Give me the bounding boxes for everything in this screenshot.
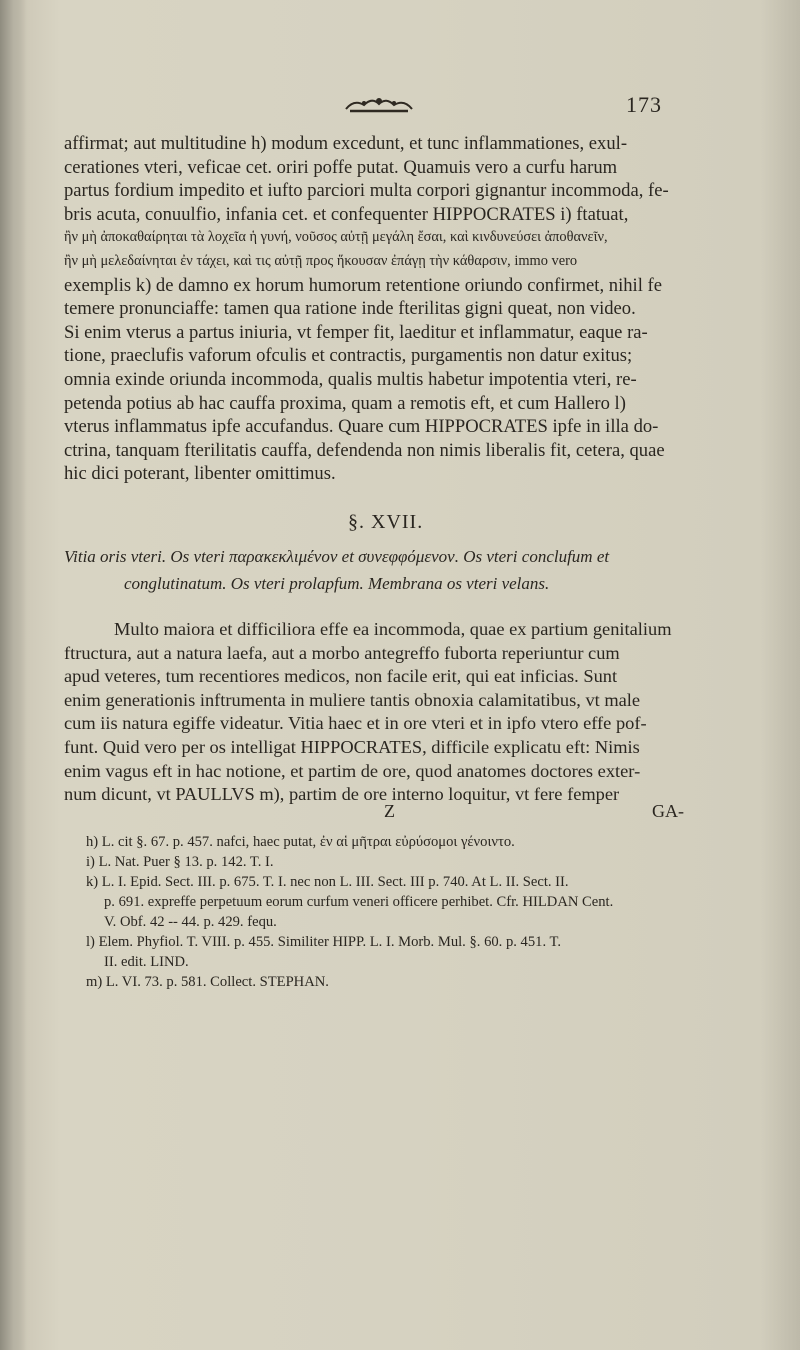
footnote-continuation: II. edit. LIND. [104, 954, 189, 970]
summary-line: Vitia oris vteri. Os vteri παρακεκλιμένον et συνεφφόμενον. Os vteri conclufum et [64, 547, 610, 566]
text-line: bris acuta, conuulfio, infania cet. et confequenter HIPPOCRATES i) ftatuat, [64, 203, 629, 225]
page-number: 173 [626, 92, 662, 117]
footnote-continuation: p. 691. expreffe perpetuum eorum curfum veneri officere perhibet. Cfr. HILDAN Cent. [104, 894, 614, 910]
footnote: h) L. cit §. 67. p. 457. nafci, haec putat, ἐν αἱ μῆτραι εὐρύσομοι γένοιντο. [86, 834, 515, 850]
text-line: enim generationis inftrumenta in muliere tantis obnoxia calamitatibus, vt male [64, 689, 641, 710]
text-line: exemplis k) de damno ex horum humorum retentione oriundo confirmet, nihil fe [64, 274, 662, 296]
footnote: l) Elem. Phyfiol. T. VIII. p. 455. Similiter HIPP. L. I. Morb. Mul. §. 60. p. 451. T. [86, 934, 561, 950]
text-line: funt. Quid vero per os intelligat HIPPOCRATES, difficile explicatu eft: Nimis [64, 736, 640, 757]
text-line: tione, praeclufis vaforum ofculis et contractis, purgamentis non datur exitus; [64, 345, 633, 367]
catchword: GA- [652, 801, 684, 821]
footnote: m) L. VI. 73. p. 581. Collect. STEPHAN. [86, 974, 329, 990]
text-line: Multo maiora et difficiliora effe ea incommoda, quae ex partium genitalium [114, 619, 672, 639]
footnotes [64, 832, 704, 992]
text-line: ctrina, tanquam fterilitatis cauffa, defendenda non nimis liberalis fit, cetera, quae [64, 439, 665, 461]
text-line: vterus inflammatus ipfe accufandus. Quare cum HIPPOCRATES ipfe in illa do- [64, 416, 659, 438]
greek-text-line: ἢν μὴ μελεδαίνηται ἐν τάχει, καὶ τις αὐτῇ προς ἥκουσαν ἐπάγῃ τὴν κάθαρσιν, immo vero [64, 252, 578, 269]
printers-ornament-icon [342, 94, 416, 116]
signature-mark: Z [384, 801, 395, 821]
page-gutter-shadow [0, 0, 26, 1350]
section-heading: §. XVII. [348, 511, 424, 533]
text-line: hic dici poterant, libenter omittimus. [64, 463, 336, 485]
text-line: num dicunt, vt PAULLVS m), partim de ore interno loquitur, vt fere femper [64, 784, 620, 805]
text-line: petenda potius ab hac cauffa proxima, quam a remotis eft, et cum Hallero l) [64, 392, 626, 414]
text-line: apud veteres, tum recentiores medicos, non facile erit, qui eat inficias. Sunt [64, 666, 618, 687]
text-line: Si enim vterus a partus iniuria, vt femper fit, laeditur et inflammatur, eaque ra- [64, 321, 648, 343]
text-line: cerationes vteri, veficae cet. oriri poffe putat. Quamuis vero a curfu harum [64, 156, 618, 178]
footnote-continuation: V. Obf. 42 -- 44. p. 429. fequ. [104, 914, 277, 930]
footnote: k) L. I. Epid. Sect. III. p. 675. T. I. nec non L. III. Sect. III p. 740. At L. II. Sect. II. [86, 874, 569, 890]
greek-text-line: ἢν μὴ ἀποκαθαίρηται τὰ λοχεῖα ἡ γυνή, νοῦσος αὐτῇ μεγάλη ἔσαι, καὶ κινδυνεύσει ἀποθανεῖν, [64, 229, 608, 246]
text-line: ftructura, aut a natura laefa, aut a morbo antegreffo fuborta reperiuntur cum [64, 642, 620, 663]
footnote: i) L. Nat. Puer § 13. p. 142. T. I. [86, 854, 274, 870]
paragraph-2 [64, 618, 704, 807]
summary-line: conglutinatum. Os vteri prolapfum. Membrana os vteri velans. [124, 574, 550, 593]
text-line: temere pronunciaffe: tamen qua ratione inde fterilitas gigni queat, non video. [64, 298, 636, 320]
section-summary [64, 543, 704, 597]
text-line: enim vagus eft in hac notione, et partim de ore, quod anatomes doctores exter- [64, 760, 641, 781]
catchline [64, 801, 684, 825]
text-line: cum iis natura egiffe videatur. Vitia haec et in ore vteri et in ipfo vtero effe pof- [64, 713, 647, 734]
text-line: partus fordium impedito et iufto parciori multa corpori gignantur incommoda, fe- [64, 180, 669, 202]
text-line: omnia exinde oriunda incommoda, qualis multis habetur impotentia vteri, re- [64, 368, 637, 390]
text-line: affirmat; aut multitudine h) modum excedunt, et tunc inflammationes, exul- [64, 133, 628, 154]
paragraph-1 [64, 132, 674, 486]
